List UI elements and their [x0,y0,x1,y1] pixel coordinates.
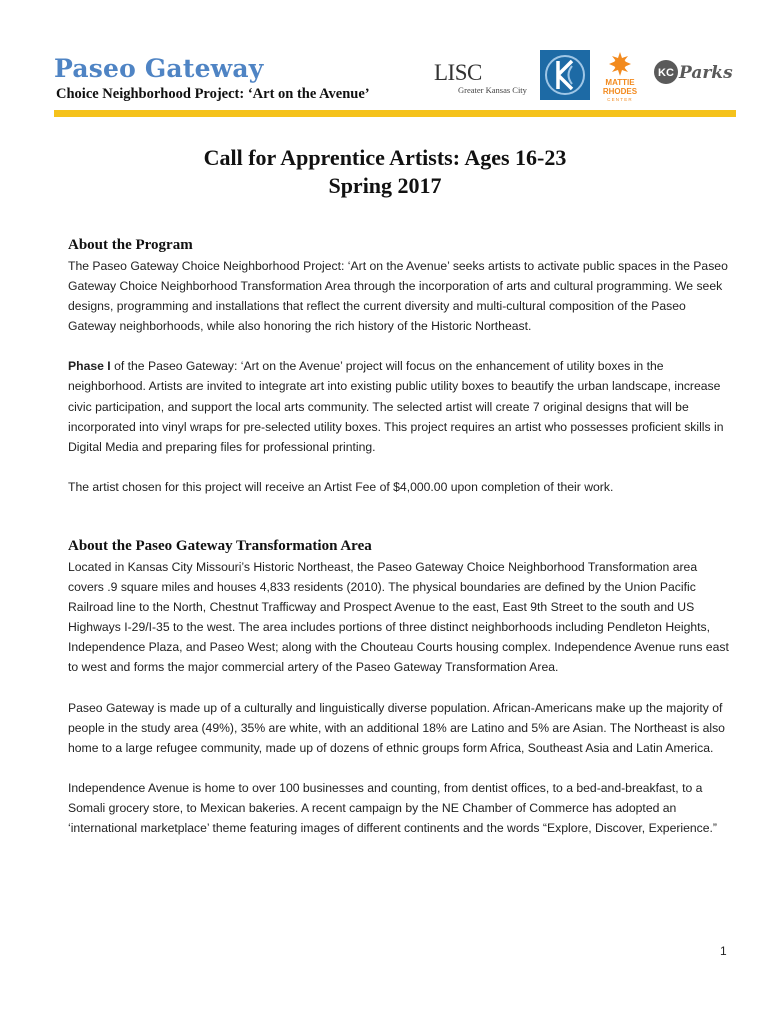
about-area-paragraph-2: Paseo Gateway is made up of a culturally and linguistically diverse population. African-Americans make up the majority of people in the study area (49%), 35% are white, with an additional 18% are Latino and 5% are Asian. The Northeast is also home to a large refugee community, made up of dozens of ethnic groups form Africa, Southeast Asia and Latin America. [68,700,725,755]
kc-logo-icon [540,50,590,100]
mattie-rhodes-line2: RHODES [602,87,638,96]
mattie-rhodes-line3: CENTER [607,97,633,102]
document-title: Call for Apprentice Artists: Ages 16-23 [203,145,567,170]
lisc-logo-main: LISC [434,60,482,85]
about-area-section [68,538,736,838]
about-program-section [68,237,736,497]
about-area-heading: About the Paseo Gateway Transformation Area [68,538,372,554]
kc-parks-word: Parks [679,63,733,83]
about-program-paragraph-3: The artist chosen for this project will receive an Artist Fee of $4,000.00 upon completion of their work. [68,479,614,494]
kc-parks-logo [654,60,733,84]
document-subtitle: Spring 2017 [328,173,442,198]
about-program-heading: About the Program [68,237,193,253]
brand-subtitle: Choice Neighborhood Project: ‘Art on the Avenue’ [56,86,370,102]
kc-parks-badge: KC [658,67,674,79]
lisc-logo-sub: Greater Kansas City [458,85,527,95]
about-area-paragraph-1: Located in Kansas City Missouri’s Historic Northeast, the Paseo Gateway Choice Neighborhood Transformation area covers .9 square miles and houses 4,833 residents (2010). The physical boundaries are defined by the Union Pacific Railroad line to the North, Chestnut Trafficway and Prospect Avenue to the east, East 9th Street to the south and US Highways I-29/I-35 to the west. The area includes portions of three distinct neighborhoods including Pendleton Heights, Independence Plaza, and Paseo West; along with the Chouteau Courts housing complex. Independence Avenue runs east to west and forms the major commercial artery of the Paseo Gateway Transformation Area. [68,560,729,675]
about-program-paragraph-1: The Paseo Gateway Choice Neighborhood Project: ‘Art on the Avenue’ seeks artists to activate public spaces in the Paseo Gateway Choice Neighborhood Transformation Area through the incorporation of arts and cultural programming. We seek designs, programming and installations that reflect the current diversity and multi-cultural composition of the Paseo Gateway neighborhoods, while also honoring the rich history of the Historic Northeast. [68,259,728,334]
partner-logos [432,50,738,102]
lisc-logo [434,60,528,95]
page-number: 1 [720,944,727,958]
brand-title: Paseo Gateway [54,54,264,83]
letterhead [54,50,738,116]
mattie-rhodes-line1: MATTIE [605,78,635,87]
about-program-paragraph-2 [68,356,736,456]
phase-text: of the Paseo Gateway: ‘Art on the Avenue’ project will focus on the enhancement of utility boxes in the neighborhood. Artists are invited to integrate art into existing public utility boxes to beautify the urban landscape, increase civic participation, and support the local arts community. The selected artist will create 7 original designs that will be incorporated into vinyl wraps for pre-selected utility boxes. This project requires an artist who possesses proficient skills in Digital Media and preparing files for professional printing. [68,359,724,454]
about-area-paragraph-3: Independence Avenue is home to over 100 businesses and counting, from dentist offices, to a bed-and-breakfast, to a Somali grocery store, to Mexican bakeries. A recent campaign by the NE Chamber of Commerce has adopted an ‘international marketplace’ theme featuring images of different continents and the words “Explore, Discover, Experience.” [68,780,717,836]
phase-label: Phase I [68,359,111,374]
mattie-rhodes-logo [603,52,638,102]
header-rule [54,110,736,117]
